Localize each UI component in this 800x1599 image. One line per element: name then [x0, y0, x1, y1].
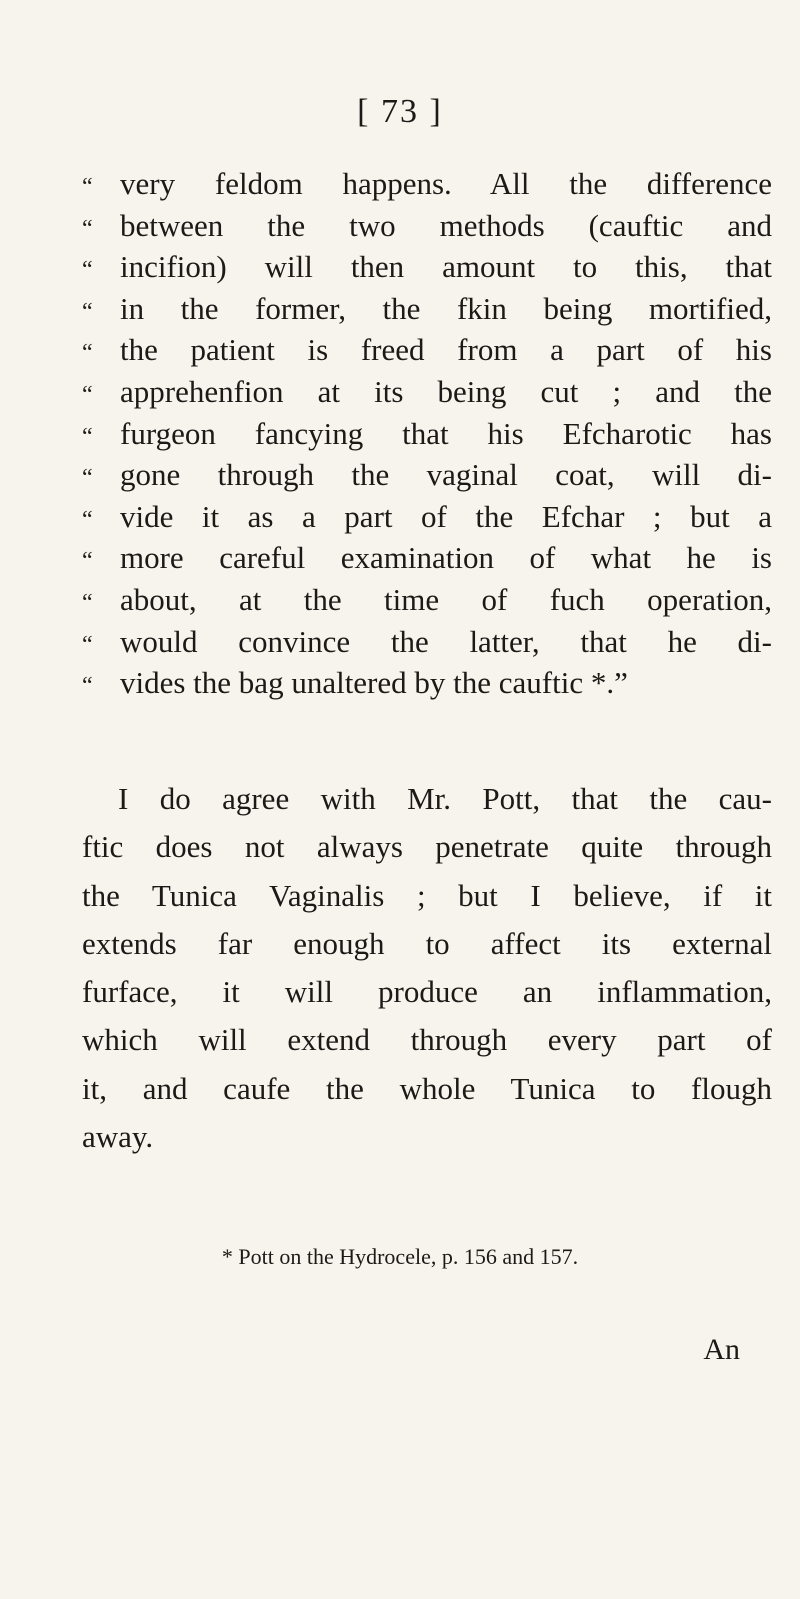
paragraph-line: the Tunica Vaginalis ; but I believe, if it [82, 877, 772, 913]
paragraph-line: away. [82, 1119, 154, 1155]
quote-mark: “ [82, 589, 93, 616]
quote-mark: “ [82, 298, 93, 325]
page-number: [ 73 ] [357, 93, 443, 130]
quote-mark: “ [82, 257, 93, 284]
quote-line [82, 621, 772, 663]
quote-line-text: furgeon fancying that his Efcharotic has [120, 415, 772, 451]
quote-mark: “ [82, 215, 93, 242]
body-paragraph [82, 775, 772, 1161]
paragraph-line: extends far enough to affect its external [82, 925, 772, 961]
quote-line-text: in the former, the fkin being mortified, [120, 290, 772, 326]
quote-mark: “ [82, 340, 93, 367]
quote-line [82, 413, 772, 455]
quote-line-text: apprehenfion at its being cut ; and the [120, 373, 772, 409]
quote-line-text: incifion) will then amount to this, that [120, 249, 772, 285]
quote-line-text: vide it as a part of the Efchar ; but a [120, 498, 772, 534]
paragraph-line: it, and caufe the whole Tunica to flough [82, 1070, 772, 1106]
quote-mark: “ [82, 631, 93, 658]
paragraph-line: ftic does not always penetrate quite through [82, 829, 772, 865]
quote-line-text: the patient is freed from a part of his [120, 332, 772, 368]
quote-line [82, 163, 772, 205]
quote-line [82, 579, 772, 621]
quote-line [82, 329, 772, 371]
quote-line-text: gone through the vaginal coat, will di- [120, 457, 772, 493]
catchword: An [703, 1333, 740, 1366]
footnote: * Pott on the Hydrocele, p. 156 and 157. [221, 1244, 579, 1269]
quote-line [82, 496, 772, 538]
quote-line [82, 371, 772, 413]
quoted-passage [82, 163, 772, 704]
quote-line [82, 662, 772, 704]
quote-mark: “ [82, 465, 93, 492]
paragraph-line: which will extend through every part of [82, 1022, 772, 1058]
quote-mark: “ [82, 673, 93, 700]
quote-mark: “ [82, 423, 93, 450]
quote-line-text: more careful examination of what he is [120, 540, 772, 576]
quote-line [82, 246, 772, 288]
quote-line-text: very feldom happens. All the difference [120, 166, 772, 201]
paragraph-line: furface, it will produce an inflammation, [82, 974, 772, 1010]
quote-line-text: vides the bag unaltered by the cauftic *.” [120, 665, 628, 701]
quote-line [82, 454, 772, 496]
quote-line-text: would convince the latter, that he di- [120, 623, 772, 659]
quote-mark: “ [82, 381, 93, 408]
quote-line [82, 537, 772, 579]
quote-line [82, 288, 772, 330]
paragraph-line: I do agree with Mr. Pott, that the cau- [118, 781, 772, 816]
quote-line [82, 205, 772, 247]
quote-line-text: between the two methods (cauftic and [120, 207, 772, 243]
quote-mark: “ [82, 174, 93, 200]
quote-mark: “ [82, 548, 93, 575]
quote-mark: “ [82, 506, 93, 533]
quote-line-text: about, at the time of fuch operation, [120, 581, 772, 617]
